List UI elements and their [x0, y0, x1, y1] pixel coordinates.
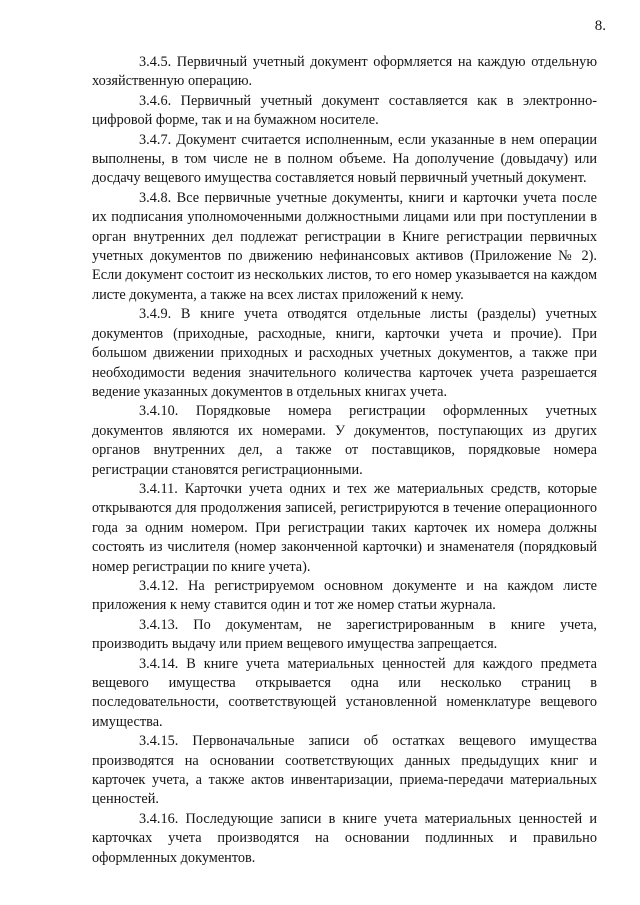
- paragraph-3-4-8: 3.4.8. Все первичные учетные документы, книги и карточки учета после их подписания уполномоченными должностными лицами или при поступлении в орган внутренних дел подлежат регистрации в Книге регистрации первичных учетных документов по движению нефинансовых активов (Приложение № 2). Если документ состоит из нескольких листов, то его номер указывается на каждом листе документа, а также на всех листах приложений к нему.: [92, 189, 597, 303]
- document-body: [92, 53, 597, 868]
- page-number: 8.: [594, 18, 606, 34]
- paragraph-3-4-11: 3.4.11. Карточки учета одних и тех же материальных средств, которые открываются для продолжения записей, регистрируются в течение операционного года за одним номером. При регистрации таких карточек их номера должны состоять из числителя (номер законченной карточки) и знаменателя (порядковый номер регистрации по книге учета).: [92, 480, 597, 575]
- paragraph-3-4-5: 3.4.5. Первичный учетный документ оформляется на каждую отдельную хозяйственную операцию.: [92, 54, 597, 90]
- paragraph-3-4-12: 3.4.12. На регистрируемом основном документе и на каждом листе приложения к нему ставится один и тот же номер статьи журнала.: [92, 577, 597, 614]
- paragraph-3-4-10: 3.4.10. Порядковые номера регистрации оформленных учетных документов являются их номерами. У документов, поступающих из других органов внутренних дел, а также от поставщиков, порядковые номера регистрации становятся регистрационными.: [92, 403, 597, 478]
- paragraph-3-4-13: 3.4.13. По документам, не зарегистрированным в книге учета, производить выдачу или прием вещевого имущества запрещается.: [92, 616, 597, 653]
- paragraph-3-4-7: 3.4.7. Документ считается исполненным, если указанные в нем операции выполнены, в том числе не в полном объеме. На дополучение (довыдачу) или досдачу вещевого имущества составляется новый первичный учетный документ.: [92, 131, 597, 187]
- paragraph-3-4-9: 3.4.9. В книге учета отводятся отдельные листы (разделы) учетных документов (приходные, расходные, книги, карточки учета и прочие). При большом движении приходных и расходных учетных документов, а также при необходимости ведения значительного количества карточек учета разрешается ведение указанных документов в отдельных книгах учета.: [92, 306, 597, 400]
- paragraph-3-4-6: 3.4.6. Первичный учетный документ составляется как в электронно-цифровой форме, так и на бумажном носителе.: [92, 92, 597, 129]
- paragraph-3-4-14: 3.4.14. В книге учета материальных ценностей для каждого предмета вещевого имущества открывается одна или несколько страниц в последовательности, соответствующей установленной номенклатуре вещевого имущества.: [92, 655, 597, 730]
- paragraph-3-4-16: 3.4.16. Последующие записи в книге учета материальных ценностей и карточках учета производятся на основании подлинных и правильно оформленных документов.: [92, 810, 597, 866]
- paragraph-3-4-15: 3.4.15. Первоначальные записи об остатках вещевого имущества производятся на основании соответствующих данных предыдущих книг и карточек учета, а также актов инвентаризации, приема-передачи материальных ценностей.: [92, 733, 597, 808]
